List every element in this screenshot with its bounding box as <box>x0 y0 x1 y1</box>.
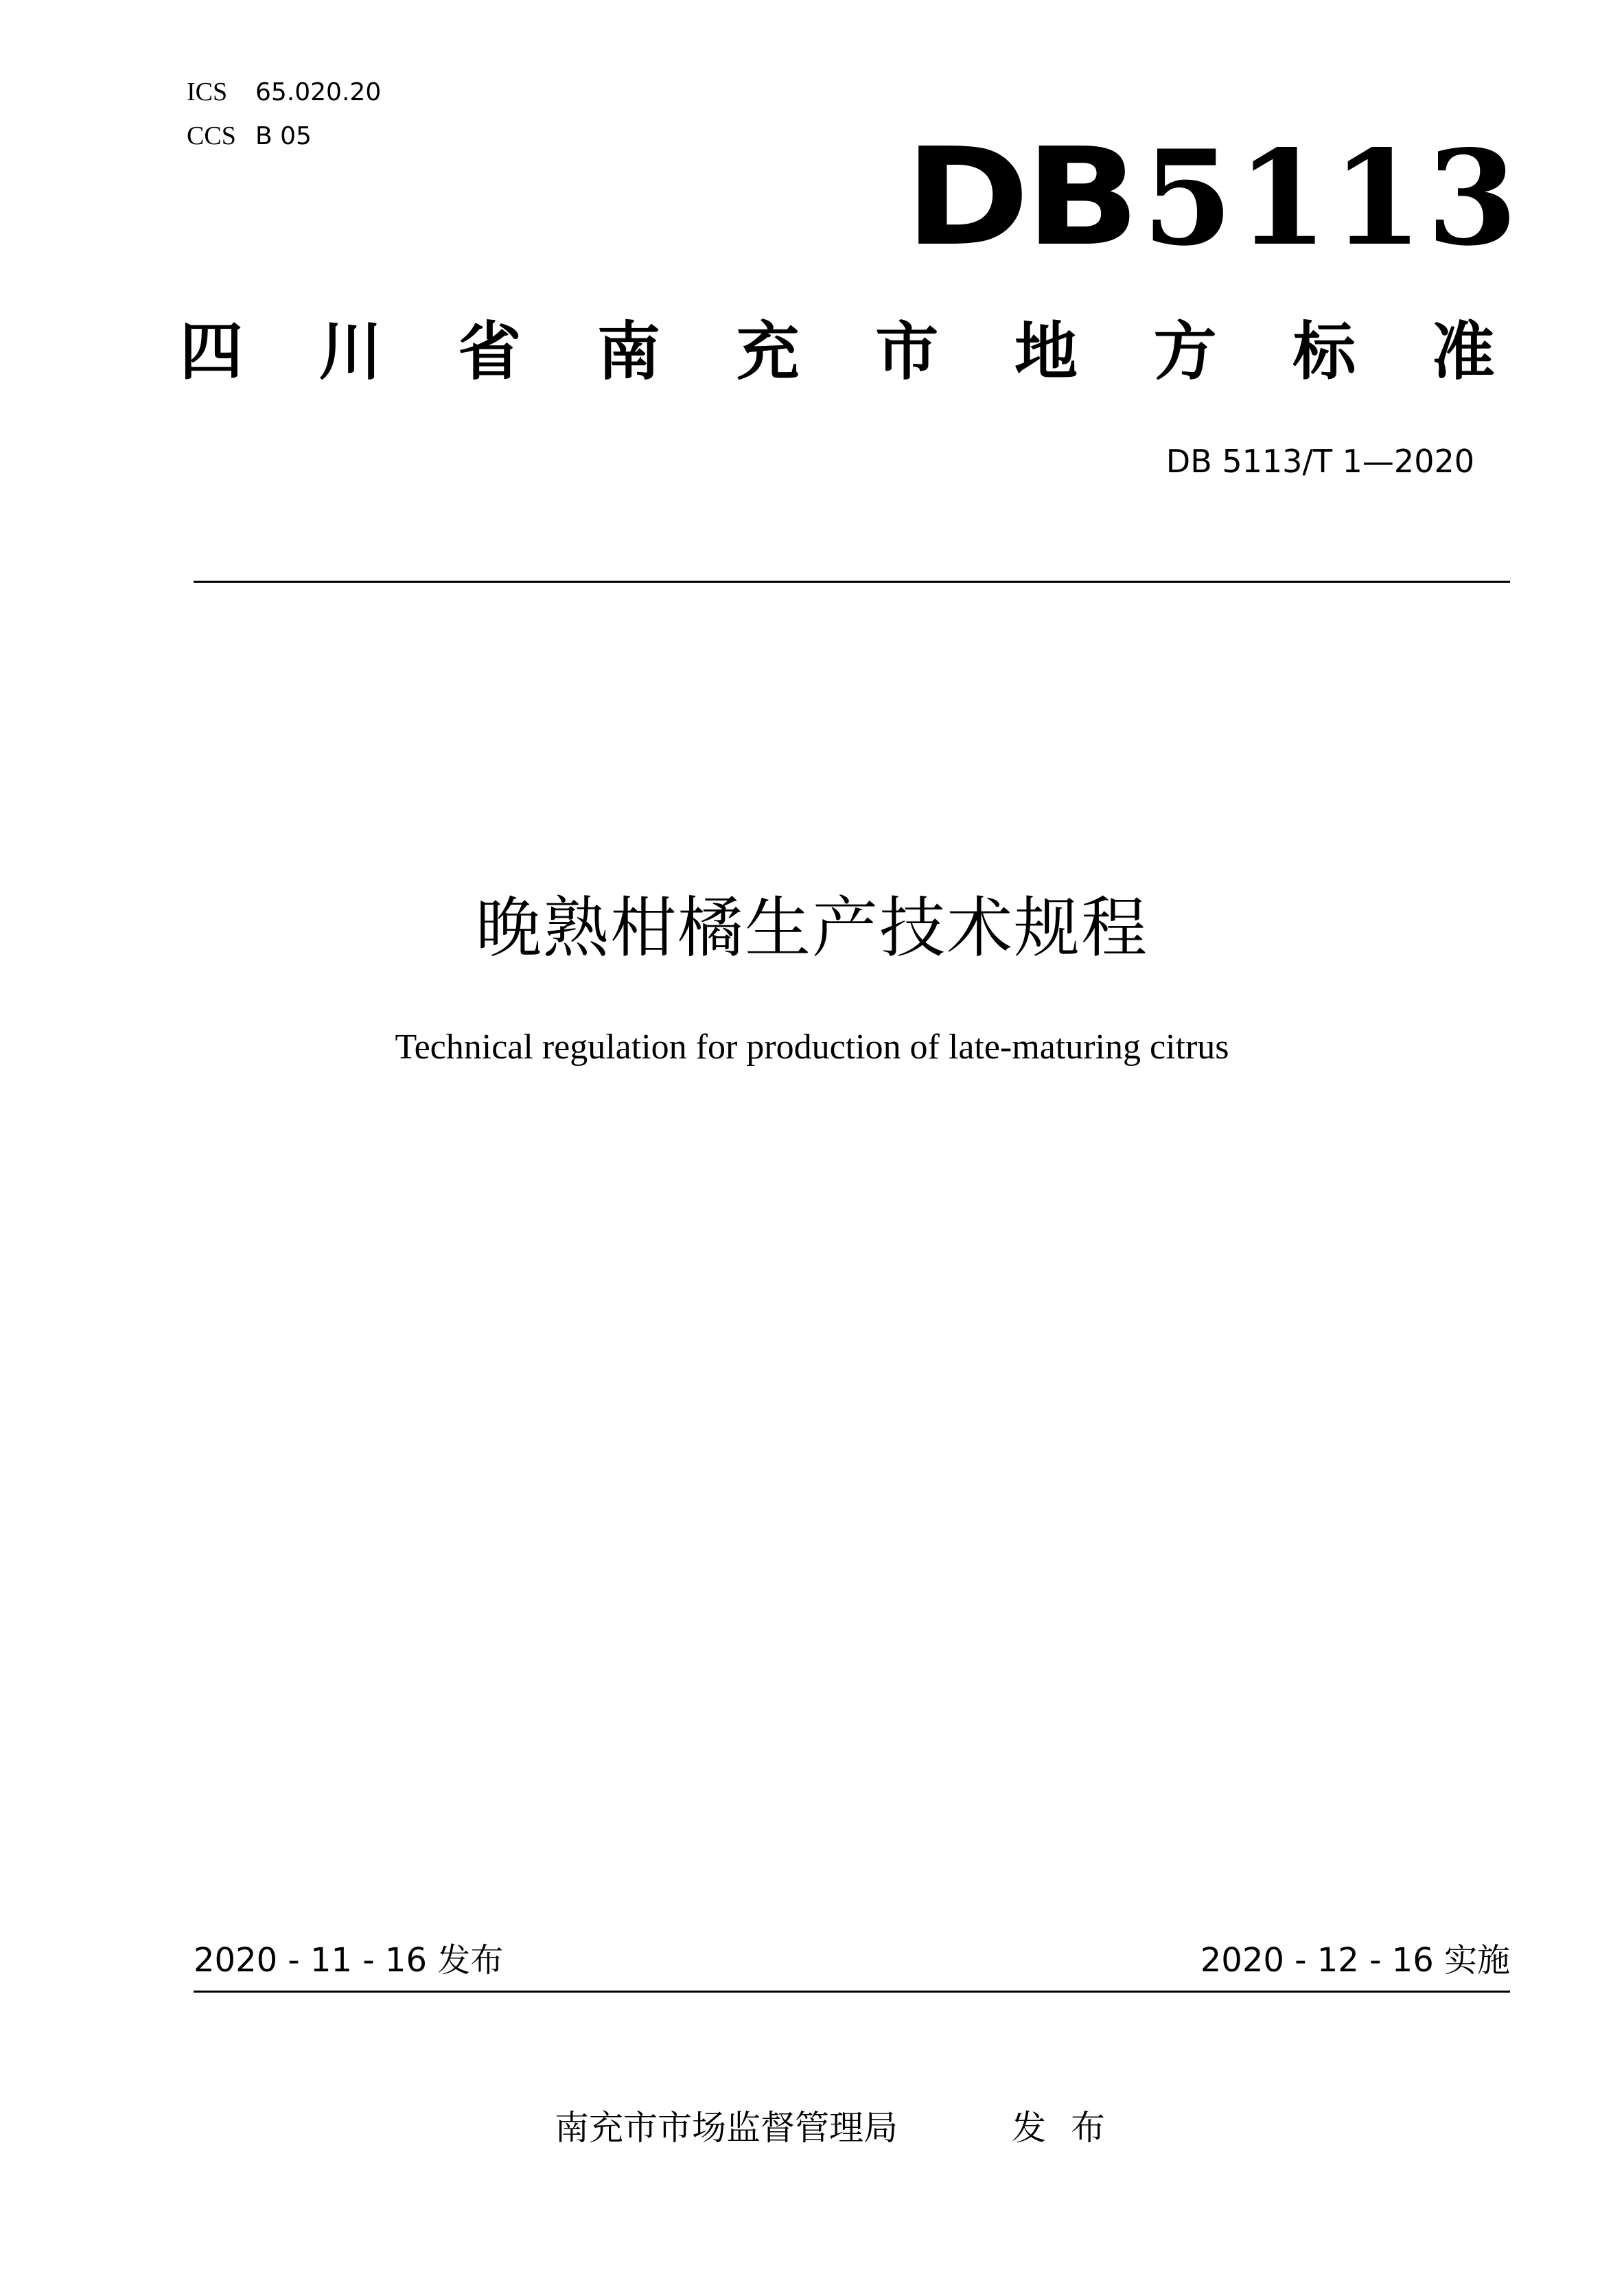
standard-type-char: 方 <box>1153 315 1217 389</box>
issuer-action: 发布 <box>1012 2108 1130 2148</box>
top-divider <box>194 581 1510 583</box>
ics-classification <box>187 77 381 108</box>
ccs-label: CCS <box>187 121 236 150</box>
publish-date: 2020 - 11 - 16 发布 <box>194 1941 504 1980</box>
ics-value: 65.020.20 <box>255 78 382 106</box>
standard-type-heading <box>180 314 1495 390</box>
logo-number-text: 5113 <box>1142 121 1522 275</box>
issuing-authority: 南充市市场监督管理局 <box>555 2108 898 2148</box>
standard-type-char: 地 <box>1014 315 1078 389</box>
standard-type-char: 四 <box>180 315 244 389</box>
standard-type-char: 川 <box>318 315 382 389</box>
logo-db-text: DB <box>905 119 1136 276</box>
bottom-divider <box>194 1991 1510 1993</box>
document-title-en: Technical regulation for production of late-maturing citrus <box>395 1028 1229 1067</box>
standard-type-char: 市 <box>875 315 939 389</box>
standard-type-char: 准 <box>1431 315 1495 389</box>
standard-type-char: 充 <box>736 315 800 389</box>
standard-type-char: 省 <box>458 315 522 389</box>
standard-type-char: 南 <box>596 315 660 389</box>
db-standard-logo <box>905 119 1522 276</box>
document-title-cn: 晚熟柑橘生产技术规程 <box>476 890 1148 966</box>
ccs-value: B 05 <box>255 122 312 150</box>
standard-type-char: 标 <box>1292 315 1356 389</box>
ics-label: ICS <box>187 78 228 106</box>
effective-date: 2020 - 12 - 16 实施 <box>1200 1941 1510 1980</box>
ccs-classification <box>187 121 312 152</box>
standard-number: DB 5113/T 1—2020 <box>1165 443 1474 480</box>
